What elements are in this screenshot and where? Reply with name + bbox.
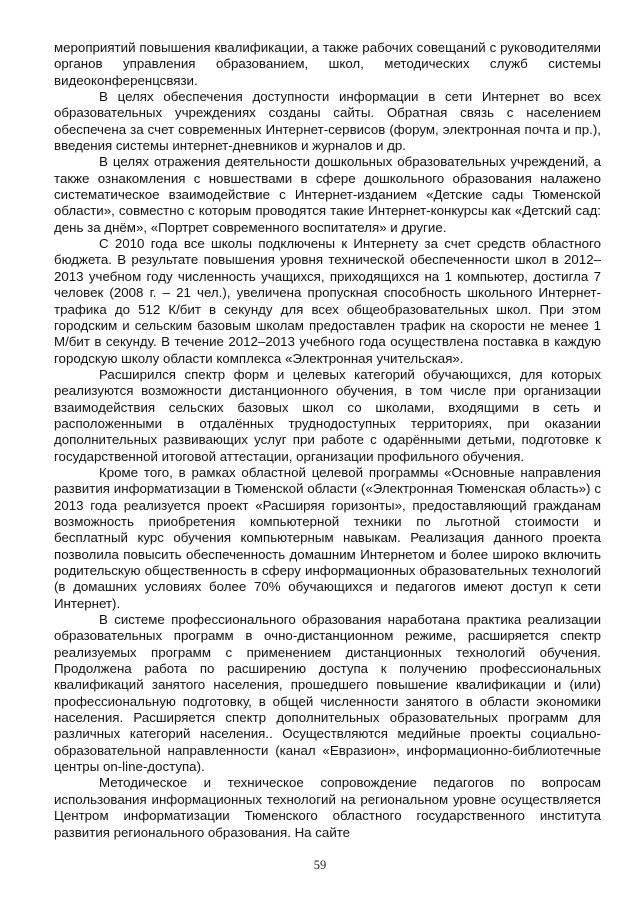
paragraph-website-access: В целях обеспечения доступности информации в сети Интернет во всех образовательных учреждениях созданы сайты. Обратная связь с населением обеспечена за счет современных Интернет-сервисов (форум, электронная почта и пр.), введения системы интернет-дневников и журналов и др. xyxy=(54,89,601,154)
paragraph-vocational-education: В системе профессионального образования наработана практика реализации образовательных программ в очно-дистанционном режиме, расширяется спектр реализуемых программ с применением дистанционных технологий обучения. Продолжена работа по расширению доступа к получению профессиональных квалификаций занятого населения, прошедшего повышение квалификации и (или) профессиональную подготовку, в общей численности занятого в области экономики населения. Расширяется спектр дополнительных образовательных программ для различных категорий населения.. Осуществляются медийные проекты социально-образовательной направленности (канал «Евразион», информационно-библиотечные центры on-line-доступа). xyxy=(54,612,601,775)
paragraph-distance-learning: Расширился спектр форм и целевых категорий обучающихся, для которых реализуются возможности дистанционного обучения, в том числе при организации взаимодействия сельских базовых школ со школами, входящими в сеть и расположенными в отдалённых труднодоступных территориях, при оказании дополнительных развивающих услуг при работе с одарёнными детьми, подготовке к государственной итоговой аттестации, организации профильного обучения. xyxy=(54,366,601,464)
paragraph-horizons-project: Кроме того, в рамках областной целевой программы «Основные направления развития информатизации в Тюменской области («Электронная Тюменская область») с 2013 года реализуется проект «Расширяя горизонты», предоставляющий гражданам возможность приобретения компьютерной техники по льготной стоимости и бесплатный курс обучения компьютерным навыкам. Реализация данного проекта позволила повысить обеспеченность домашним Интернетом и более широко включить родительскую общественность в сферу информационных образовательных технологий (в домашних условиях более 70% обучающихся и педагогов имеют доступ к сети Интернет). xyxy=(54,464,601,611)
paragraph-continuation: мероприятий повышения квалификации, а также рабочих совещаний с руководителями органов управления образованием, школ, методических служб системы видеоконференцсвязи. xyxy=(54,40,601,88)
paragraph-methodical-support: Методическое и техническое сопровождение педагогов по вопросам использования информационных технологий на региональном уровне осуществляется Центром информатизации Тюменского областного государственного института развития регионального образования. На сайте xyxy=(54,775,601,840)
paragraph-preschool: В целях отражения деятельности дошкольных образовательных учреждений, а также ознакомления с новшествами в сфере дошкольного образования налажено систематическое взаимодействие с Интернет-изданием «Детские сады Тюменской области», совместно с которым проводятся такие Интернет-конкурсы как «Детский сад: день за днём», «Портрет современного воспитателя» и другие. xyxy=(54,154,601,235)
paragraph-internet-connection: С 2010 года все школы подключены к Интернету за счет средств областного бюджета. В результате повышения уровня технической обеспеченности школ в 2012–2013 учебном году численность учащихся, приходящихся на 1 компьютер, достигла 7 человек (2008 г. – 21 чел.), увеличена пропускная способность школьного Интернет-трафика до 512 К/бит в секунду для всех общеобразовательных школ. При этом городским и сельским базовым школам предоставлен трафик на скорости не менее 1 М/бит в секунду. В течение 2012–2013 учебного года осуществлена поставка в каждую городскую школу области комплекса «Электронная учительская». xyxy=(54,236,601,366)
document-body xyxy=(54,40,601,841)
page-number: 59 xyxy=(313,858,327,872)
